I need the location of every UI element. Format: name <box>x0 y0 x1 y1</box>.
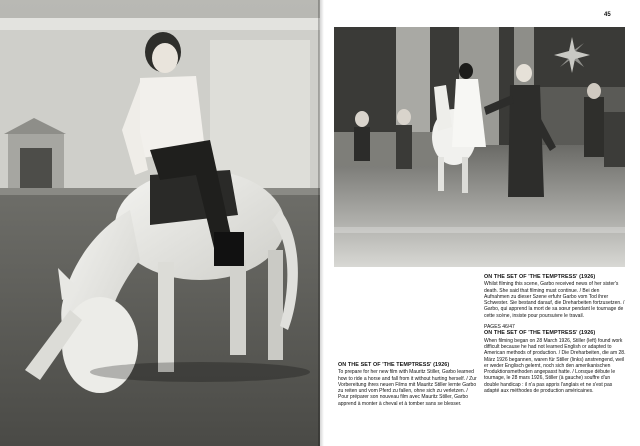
caption-title: ON THE SET OF 'THE TEMPTRESS' (1926) <box>484 274 596 280</box>
caption-title: ON THE SET OF 'THE TEMPTRESS' (1926) <box>484 330 596 337</box>
page-gutter <box>318 0 324 446</box>
left-page-caption <box>338 362 478 407</box>
caption-title: ON THE SET OF 'THE TEMPTRESS' (1926) <box>338 362 450 368</box>
pages-reference: PAGES 46/47 <box>484 324 515 331</box>
caption-body: When filming began on 28 March 1926, Stiller (left) found work difficult because he had not learned English or adapted to American methods of production. / Die Dreharbeiten, die am 28. März 1926 begannen, waren für Stiller (links) anstrengend, weil er weder Englisch gelernt, noch sich den amerikanischen Produktionsmethoden angepasst hatte. / Lorsque débute le tournage, le 28 mars 1926, Stiller (à gauche) souffre d'un double handicap : il n'a pas appris l'anglais et ne s'est pas adapté aux méthodes de production américaines. <box>484 337 626 395</box>
page-number: 45 <box>604 12 611 18</box>
right-page-photo <box>334 27 625 267</box>
caption-block-1 <box>484 274 626 319</box>
caption-block-2 <box>484 324 626 394</box>
caption-body: To prepare for her new film with Mauritz Stiller, Garbo learned how to ride a horse and fall from it without hurting herself. / Zur Vorbereitung ihres neuen Films mit Mauritz Stiller lernte Garbo zu reiten und vom Pferd zu fallen, ohne sich zu verletzen. / Pour préparer son nouveau film avec Mauritz Stiller, Garbo apprend à monter à cheval et à tomber sans se blesser. <box>338 369 477 407</box>
caption-body: Whilst filming this scene, Garbo received news of her sister's death. She said that filming must continue. / Bei den Aufnahmen zu dieser Szene erfuhr Garbo vom Tod ihrer Schwester. Sie bestand darauf, die Dreharbeiten fortzusetzen. / Garbo, qui apprend la mort de sa sœur pendant le tournage de cette scène, insiste pour poursuivre le travail. <box>484 281 625 319</box>
right-page-caption <box>484 274 626 399</box>
film-set-scene-photo <box>334 27 625 267</box>
